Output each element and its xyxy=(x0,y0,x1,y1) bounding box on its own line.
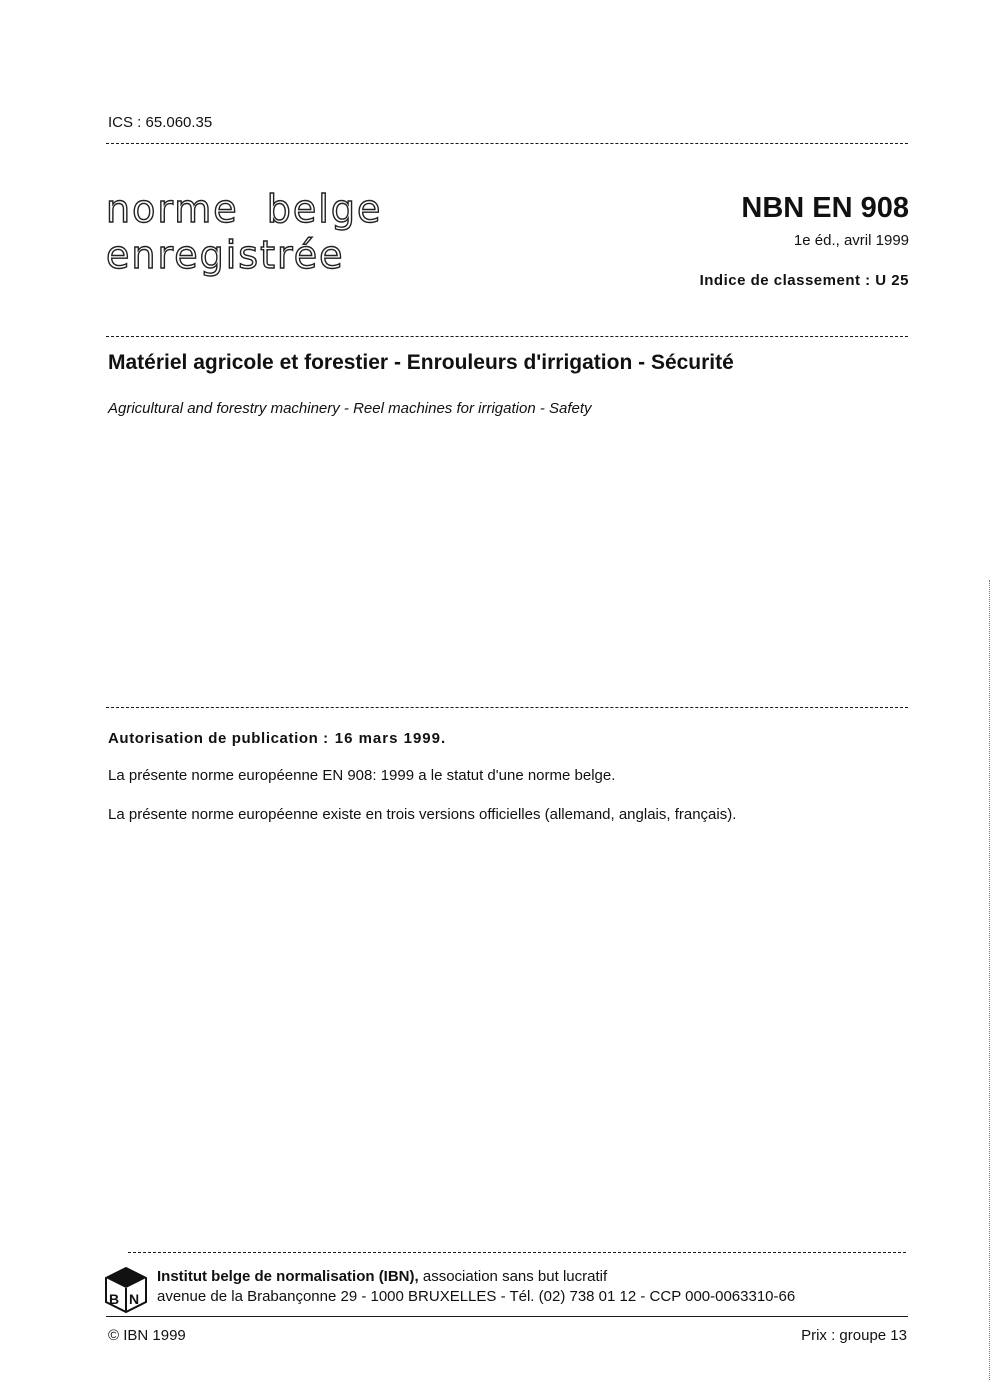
svg-text:B: B xyxy=(109,1291,120,1307)
title-bottom-rule xyxy=(106,707,908,708)
authorization-date: 16 mars 1999. xyxy=(334,730,447,747)
english-title: Agricultural and forestry machinery - Reel machines for irrigation - Safety xyxy=(108,400,592,417)
belgian-status-paragraph: La présente norme européenne EN 908: 1999 a le statut d'une norme belge. xyxy=(108,767,616,784)
svg-text:N: N xyxy=(129,1291,140,1307)
classification-index: Indice de classement : U 25 xyxy=(699,272,909,289)
brand-title-line1: norme belge xyxy=(106,187,383,231)
ibn-logo-icon xyxy=(104,1266,148,1314)
footer-top-rule xyxy=(128,1252,906,1253)
copyright-notice: © IBN 1999 xyxy=(108,1327,186,1344)
ics-code: ICS : 65.060.35 xyxy=(108,114,213,131)
standard-number: NBN EN 908 xyxy=(741,192,909,224)
publication-authorization xyxy=(108,730,446,747)
title-top-rule xyxy=(106,336,908,337)
brand-title-line2: enregistrée xyxy=(106,233,345,277)
french-title: Matériel agricole et forestier - Enrouleurs d'irrigation - Sécurité xyxy=(108,351,734,374)
institute-line xyxy=(157,1268,607,1285)
authorization-label: Autorisation de publication : xyxy=(108,730,329,747)
edition-text: 1e éd., avril 1999 xyxy=(793,232,909,249)
institute-address: avenue de la Brabançonne 29 - 1000 BRUXELLES - Tél. (02) 738 01 12 - CCP 000-0063310-66 xyxy=(157,1288,796,1305)
official-versions-paragraph: La présente norme européenne existe en trois versions officielles (allemand, anglais, français). xyxy=(108,806,737,823)
institute-description: association sans but lucratif xyxy=(418,1268,608,1285)
price-group: Prix : groupe 13 xyxy=(801,1327,907,1344)
header-top-rule xyxy=(106,143,908,144)
institute-name: Institut belge de normalisation (IBN), xyxy=(157,1268,419,1285)
footer-bottom-rule xyxy=(106,1316,908,1317)
